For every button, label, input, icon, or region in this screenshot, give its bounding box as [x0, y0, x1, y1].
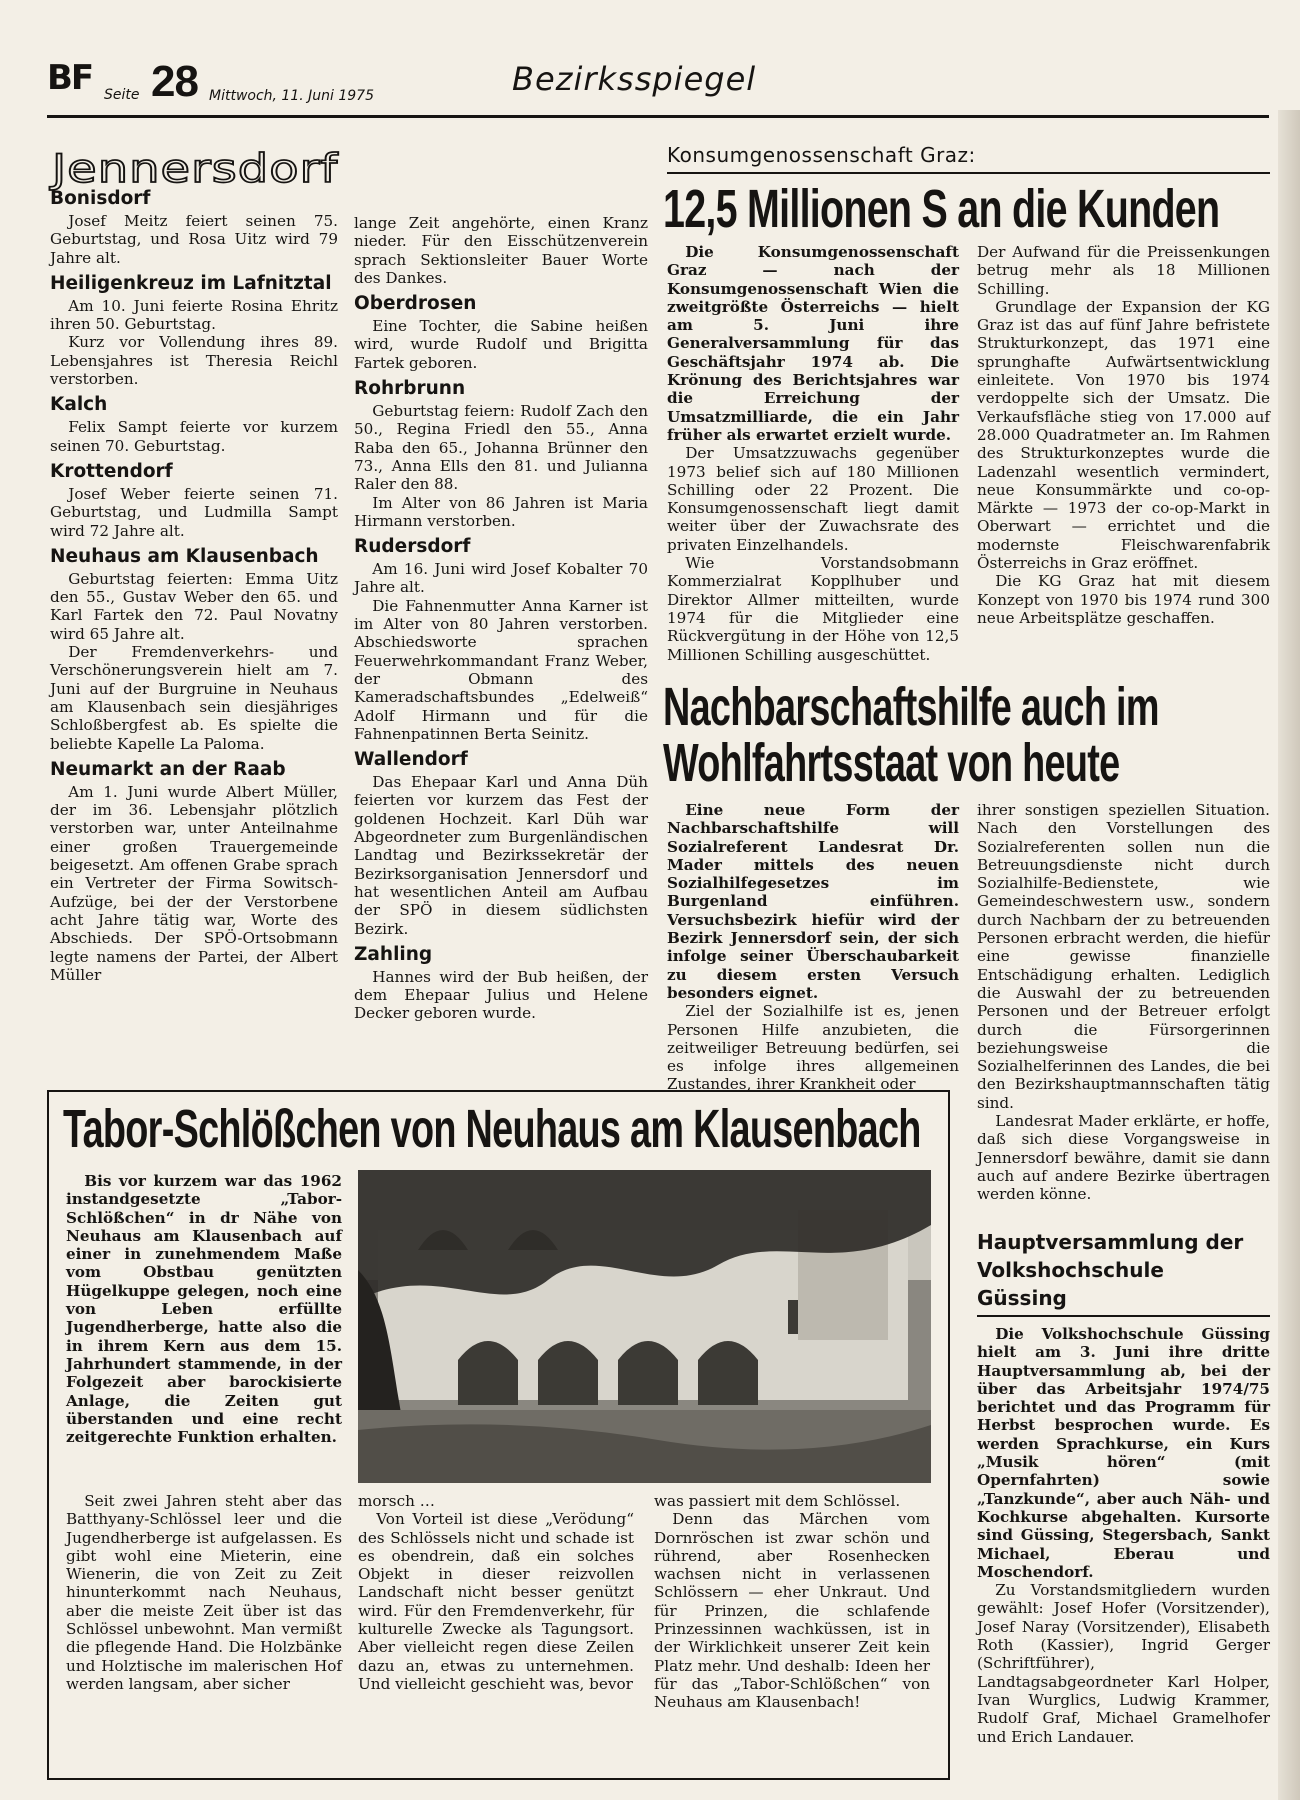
- article-paragraph: Am 16. Juni wird Josef Kobalter 70 Jahre alt.: [354, 560, 648, 597]
- nachbar-headline-line-2: Wohlfahrtsstaat von heute: [663, 733, 1120, 793]
- article-paragraph: Im Alter von 86 Jahren ist Maria Hirmann verstorben.: [354, 493, 648, 530]
- tabor-headline: Tabor-Schlößchen von Neuhaus am Klausenbach: [63, 1099, 921, 1159]
- article-paragraph: Die KG Graz hat mit diesem Konzept von 1970 bis 1974 rund 300 neue Arbeitsplätze geschaffen.: [977, 572, 1270, 627]
- article-paragraph: Geburtstag feierten: Emma Uitz den 55., Gustav Weber den 65. und Karl Fartek den 72. Paul Novatny wird 65 Jahre alt.: [50, 569, 338, 643]
- article-paragraph: Der Umsatzzuwachs gegenüber 1973 belief sich auf 180 Millionen Schilling oder 22 Prozent. Die Konsumgenossenschaft liegt damit weiter über der Zuwachsrate des privaten Einzelhandels.: [667, 444, 959, 554]
- locality-heading: Neumarkt an der Raab: [50, 758, 286, 780]
- konsum-column-2: [977, 243, 1270, 627]
- jennersdorf-column-2: [354, 214, 648, 1023]
- article-paragraph: morsch …: [358, 1492, 435, 1510]
- article-paragraph: Seit zwei Jahren steht aber das Batthyany-Schlössel leer und die Jugendherberge ist aufgelassen. Es gibt wohl eine Mieterin, eine Wienerin, die von Zeit zu Zeit hinunterkommt nach Neuhaus, aber die meiste Zeit über ist das Schlössel unbewohnt. Man vermißt die pflegende Hand. Die Holzbänke und Holztische im malerischen Hof werden langsam, aber sicher: [66, 1492, 342, 1693]
- volkshochschule-rule: [977, 1315, 1270, 1317]
- castle-courtyard-photo: [358, 1170, 931, 1483]
- article-paragraph: was passiert mit dem Schlössel.: [654, 1492, 901, 1510]
- article-paragraph: Kurz vor Vollendung ihres 89. Lebensjahres ist Theresia Reichl verstorben.: [50, 333, 338, 389]
- article-paragraph: Geburtstag feiern: Rudolf Zach den 50., Regina Friedl den 55., Anna Raba den 65., Johanna Brünner den 73., Anna Ells den 81. und Julianna Raler den 88.: [354, 402, 648, 494]
- article-lead-paragraph: Eine neue Form der Nachbarschaftshilfe will Sozialreferent Landesrat Dr. Mader mittels des neuen Sozialhilfegesetzes im Burgenland einführen. Versuchsbezirk hiefür wird der Bezirk Jennersdorf sein, der sich infolge seiner Überschaubarkeit zu diesem ersten Versuch besonders eignet.: [667, 801, 959, 1002]
- locality-heading: Rudersdorf: [354, 536, 471, 558]
- locality-heading: Kalch: [50, 394, 108, 416]
- locality-heading: Rohrbrunn: [354, 378, 466, 400]
- kicker-rule: [667, 172, 1270, 174]
- section-title: Bezirksspiegel: [512, 60, 757, 98]
- konsum-headline: 12,5 Millionen S an die Kunden: [663, 179, 1220, 239]
- article-paragraph: ihrer sonstigen speziellen Situation. Nach den Vorstellungen des Sozialreferenten sollen nun die Betreuungsdienste nicht durch Sozialhilfe-Bedienstete, wie Gemeindeschwestern usw., sondern durch Nachbarn der zu betreuenden Personen erbracht werden, die hiefür eine gewisse finanzielle Entschädigung erhalten. Lediglich die Auswahl der zu betreuenden Personen und der Betreuer erfolgt durch die Fürsorgerinnen beziehungsweise die Sozialhelferinnen des Landes, die bei den Bezirkshauptmannschaften tätig sind.: [977, 801, 1270, 1112]
- volkshochschule-headline: Hauptversammlung der Volkshochschule Güssing: [977, 1230, 1244, 1310]
- tabor-column-3: [654, 1492, 930, 1712]
- district-title: Jennersdorf: [52, 146, 339, 192]
- article-paragraph: Grundlage der Expansion der KG Graz ist das auf fünf Jahre befristete Strukturkonzept, das 1971 eine sprunghafte Aufwärtsentwicklung einleitete. Von 1970 bis 1974 verdoppelte sich der Umsatz. Die Verkaufsfläche stieg von 17.000 auf 28.000 Quadratmeter an. Im Rahmen des Strukturkonzeptes wurde die Ladenzahl wesentlich vermindert, neue Konsummärkte und co-op-Märkte — 1973 der co-op-Markt in Oberwart — errichtet und die modernste Fleischwarenfabrik Österreichs in Graz eröffnet.: [977, 297, 1270, 573]
- locality-heading: Wallendorf: [354, 749, 468, 771]
- article-paragraph: Josef Weber feierte seinen 71. Geburtstag, und Ludmilla Sampt wird 72 Jahre alt.: [50, 484, 338, 540]
- article-paragraph: Das Ehepaar Karl und Anna Düh feierten vor kurzem das Fest der goldenen Hochzeit. Karl Düh war Abgeordneter zum Burgenländischen Landtag und Bezirkssekretär der Bezirksorganisation Jennersdorf und hat wesentlichen Anteil am Aufbau der SPÖ in diesem südlichsten Bezirk.: [354, 773, 648, 938]
- article-paragraph: Am 10. Juni feierte Rosina Ehritz ihren 50. Geburtstag.: [50, 296, 338, 334]
- article-paragraph: Wie Vorstandsobmann Kommerzialrat Kopplhuber und Direktor Allmer mitteilten, wurde 1974 für die Mitglieder eine Rückvergütung in der Höhe von 12,5 Millionen Schilling ausgeschüttet.: [667, 554, 959, 664]
- konsum-column-1: [667, 243, 959, 664]
- locality-heading: Neuhaus am Klausenbach: [50, 545, 319, 567]
- tabor-lead-text: Bis vor kurzem war das 1962 instandgesetzte „Tabor-Schlößchen“ in dr Nähe von Neuhaus am Klausenbach auf einer in zunehmendem Maße vom Obstbau genützten Hügelkuppe gelegen, noch eine von Leben erfüllte Jugendherberge, hatte also die in ihrem Kern aus dem 15. Jahrhundert stammende, in der Folgezeit aber barockisierte Anlage, die Zeiten gut überstanden und eine recht zeitgerechte Funktion erhalten.: [66, 1172, 342, 1447]
- volkshochschule-body: [977, 1325, 1270, 1746]
- article-lead-paragraph: Die Volkshochschule Güssing hielt am 3. Juni ihre dritte Hauptversammlung ab, bei der über das Arbeitsjahr 1974/75 berichtet und das Programm für Herbst besprochen wurde. Es werden Sprachkurse, ein Kurs „Musik hören“ (mit Opernfahrten) sowie „Tanzkunde“, aber auch Näh- und Kochkurse abgehalten. Kursorte sind Güssing, Stegersbach, Sankt Michael, Eberau und Moschendorf.: [977, 1325, 1270, 1581]
- header-rule: [47, 115, 1269, 118]
- page-number: 28: [151, 57, 198, 106]
- article-lead-paragraph: Die Konsumgenossenschaft Graz — nach der Konsumgenossenschaft Wien die zweitgrößte Österreichs — hielt am 5. Juni ihre Generalversammlung für das Geschäftsjahr 1974 ab. Die Krönung des Berichtsjahres war die Erreichung der Umsatzmilliarde, die ein Jahr früher als erwartet erzielt wurde.: [667, 243, 959, 444]
- tabor-column-2: [358, 1492, 634, 1693]
- article-paragraph: Der Fremdenverkehrs- und Verschönerungsverein hielt am 7. Juni auf der Burgruine in Neuhaus am Klausenbach sein diesjähriges Schloßbergfest ab. Es spielte die beliebte Kapelle La Paloma.: [50, 643, 338, 753]
- article-paragraph: Am 1. Juni wurde Albert Müller, der im 36. Lebensjahr plötzlich verstorben war, unter Anteilnahme einer großen Trauergemeinde beigesetzt. Am offenen Grabe sprach ein Vertreter der Firma Sowitsch-Aufzüge, bei der der Verstorbene acht Jahre tätig war, Worte des Abschieds. Der SPÖ-Ortsobmann legte namens der Partei, der Albert Müller: [50, 782, 338, 984]
- tabor-column-1: [66, 1492, 342, 1693]
- nachbar-column-1: [667, 801, 959, 1094]
- locality-heading: Krottendorf: [50, 460, 173, 482]
- locality-heading: Zahling: [354, 943, 433, 965]
- article-paragraph: Hannes wird der Bub heißen, der dem Ehepaar Julius und Helene Decker geboren wurde.: [354, 967, 648, 1023]
- page-edge: [1278, 110, 1300, 1800]
- article-paragraph: Landesrat Mader erklärte, er hoffe, daß sich diese Vorgangsweise in Jennersdorf bewähre, damit sie dann auch auf andere Bezirke übertragen werden könne.: [977, 1112, 1270, 1204]
- locality-heading: Bonisdorf: [50, 188, 151, 209]
- article-paragraph: Zu Vorstandsmitgliedern wurden gewählt: Josef Hofer (Vorsitzender), Josef Naray (Vorsitzender), Elisabeth Roth (Kassier), Ingrid Gerger (Schriftführer), Landtagsabgeordneter Karl Holper, Ivan Wurglics, Ludwig Krammer, Rudolf Graf, Michael Gramelhofer und Erich Landauer.: [977, 1581, 1270, 1746]
- article-paragraph: Die Fahnenmutter Anna Karner ist im Alter von 80 Jahren verstorben. Abschiedsworte sprachen Feuerwehrkommandant Franz Weber, der Obmann des Kameradschaftsbundes „Edelweiß“ Adolf Hirmann und für die Fahnenpatinnen Berta Seinitz.: [354, 596, 648, 743]
- masthead-logo: BF: [47, 58, 93, 98]
- tabor-lead: [66, 1172, 342, 1446]
- article-paragraph: Der Aufwand für die Preissenkungen betrug mehr als 18 Millionen Schilling.: [977, 243, 1270, 298]
- article-paragraph: Denn das Märchen vom Dornröschen ist zwar schön und rührend, aber Rosenhecken wachsen nicht in verlassenen Schlössern — eher Unkraut. Und für Prinzen, die schlafende Prinzessinnen wachküssen, ist in der Wirklichkeit unserer Zeit kein Platz mehr. Und deshalb: Ideen her für das „Tabor-Schlößchen“ von Neuhaus am Klausenbach!: [654, 1510, 930, 1712]
- page-label: Seite: [104, 87, 140, 103]
- article-paragraph: lange Zeit angehörte, einen Kranz nieder. Für den Eisschützenverein sprach Sektionsleiter Bauer Worte des Dankes.: [354, 214, 648, 287]
- article-paragraph: Von Vorteil ist diese „Verödung“ des Schlössels nicht und schade ist es obendrein, daß ein solches Objekt in dieser reizvollen Landschaft nicht besser genützt wird. Für den Fremdenverkehr, für kulturelle Zwecke als Tagungsort. Aber vielleicht regen diese Zeilen dazu an, etwas zu unternehmen. Und vielleicht geschieht was, bevor: [358, 1510, 634, 1693]
- nachbar-column-2: [977, 801, 1270, 1204]
- article-paragraph: Felix Sampt feierte vor kurzem seinen 70. Geburtstag.: [50, 418, 338, 455]
- issue-date: Mittwoch, 11. Juni 1975: [209, 88, 374, 104]
- locality-heading: Oberdrosen: [354, 293, 477, 315]
- article-paragraph: Josef Meitz feiert seinen 75. Geburtstag, und Rosa Uitz wird 79 Jahre alt.: [50, 212, 338, 267]
- locality-heading: Heiligenkreuz im Lafnitztal: [50, 272, 332, 294]
- article-kicker: Konsumgenossenschaft Graz:: [667, 143, 976, 167]
- article-paragraph: Ziel der Sozialhilfe ist es, jenen Personen Hilfe anzubieten, die zeitweiliger Betreuung bedürfen, sei es infolge ihres allgemeinen Zustandes, ihrer Krankheit oder: [667, 1002, 959, 1094]
- nachbar-headline-line-1: Nachbarschaftshilfe auch im: [663, 677, 1159, 737]
- article-paragraph: Eine Tochter, die Sabine heißen wird, wurde Rudolf und Brigitta Fartek geboren.: [354, 317, 648, 372]
- jennersdorf-column-1: [50, 188, 338, 984]
